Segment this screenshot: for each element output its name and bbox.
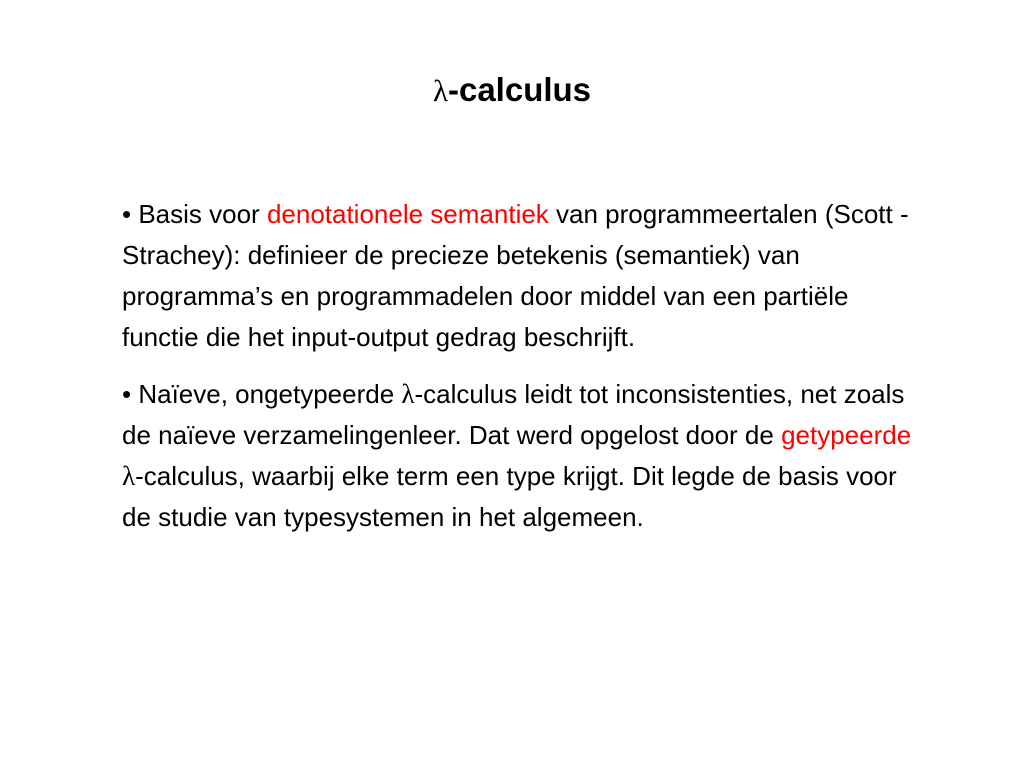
paragraph-text: van programmeertalen (Scott - Strachey): definieer de precieze betekenis (semantiek) van programma’s en programmadelen door middel van een partiële functie die het input-output gedrag beschrijft. <box>122 199 909 352</box>
paragraph-text: -calculus leidt tot inconsistenties, net zoals de naïeve verzamelingenleer. Dat werd opgelost door de <box>122 379 905 450</box>
highlighted-term: getypeerde <box>781 420 912 450</box>
lambda-symbol: λ <box>401 379 415 409</box>
highlighted-term: denotationele semantiek <box>266 199 549 229</box>
paragraph-text: Naïeve, ongetypeerde <box>131 379 402 409</box>
slide-body <box>122 194 922 538</box>
bullet-marker: • <box>122 379 132 409</box>
lambda-symbol: λ <box>122 461 136 491</box>
bullet-paragraph-1 <box>122 194 922 358</box>
bullet-marker: • <box>122 199 132 229</box>
paragraph-text: Basis voor <box>131 199 267 229</box>
paragraph-text: -calculus, waarbij elke term een type krijgt. Dit legde de basis voor de studie van typesystemen in het algemeen. <box>122 461 897 532</box>
lambda-symbol: λ <box>432 73 448 108</box>
slide-title <box>0 66 1024 115</box>
title-text: -calculus <box>447 71 592 108</box>
bullet-paragraph-2 <box>122 374 922 538</box>
